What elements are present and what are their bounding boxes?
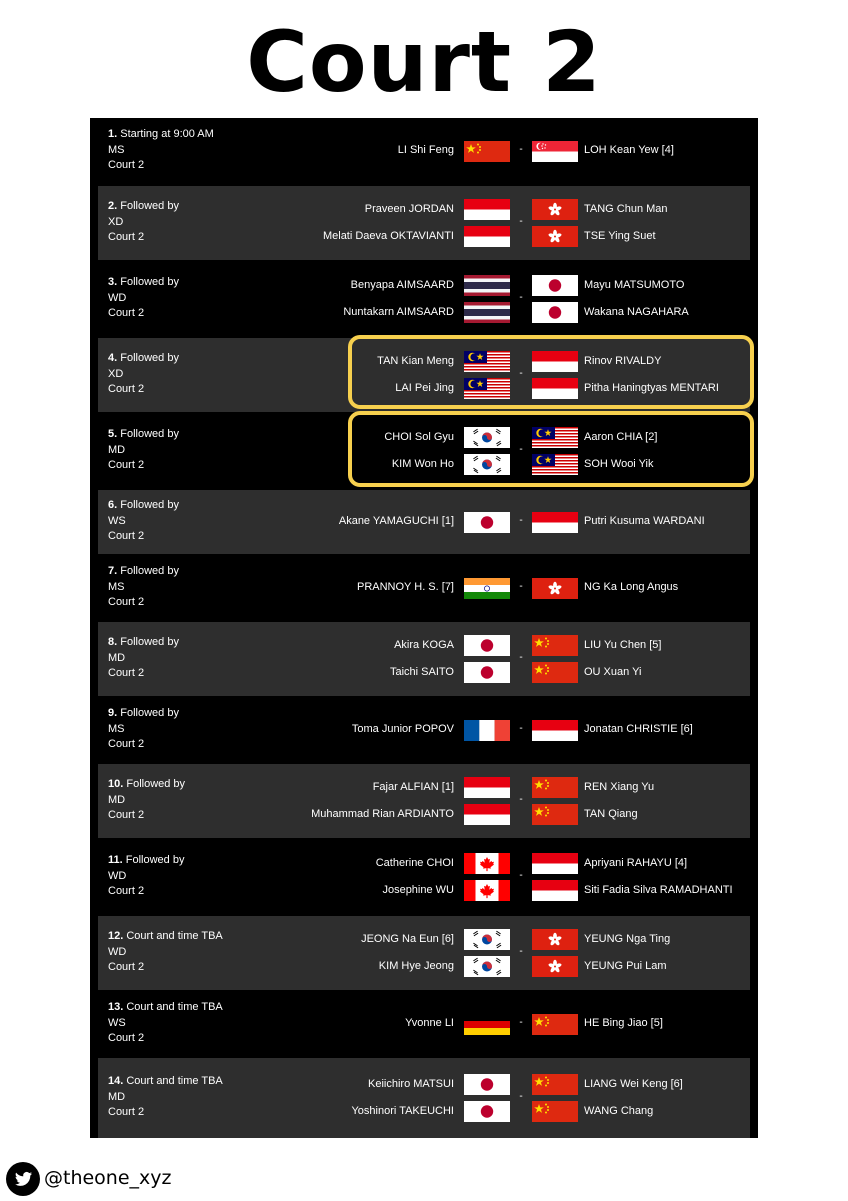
- versus-separator: -: [519, 946, 523, 957]
- match-event: XD: [108, 367, 124, 380]
- match-status: Followed by: [120, 352, 179, 364]
- match-court: Court 2: [108, 667, 145, 679]
- versus-separator: -: [519, 368, 523, 379]
- player-left-name[interactable]: Fajar ALFIAN [1]: [372, 780, 454, 793]
- player-left-name[interactable]: PRANNOY H. S. [7]: [357, 581, 454, 593]
- flag-jpn-icon: [532, 302, 578, 323]
- player-right-name[interactable]: Aaron CHIA [2]: [584, 430, 658, 443]
- flag-ina-icon: [464, 804, 510, 825]
- player-left-name[interactable]: Nuntakarn AIMSAARD: [343, 305, 454, 318]
- match-number: 3.: [108, 276, 118, 288]
- match-row: [98, 1058, 750, 1138]
- match-court: Court 2: [108, 738, 145, 750]
- flag-ind-icon: [464, 578, 510, 599]
- match-number: 5.: [108, 428, 118, 440]
- player-left-name[interactable]: Yoshinori TAKEUCHI: [351, 1104, 454, 1117]
- match-row: [98, 186, 750, 260]
- player-right-name[interactable]: LIU Yu Chen [5]: [584, 638, 662, 651]
- match-event: MD: [108, 1090, 126, 1103]
- flag-chn-icon: [532, 804, 578, 825]
- player-left-name[interactable]: Keiichiro MATSUI: [368, 1077, 454, 1090]
- twitter-handle[interactable]: @theone_xyz: [44, 1167, 172, 1189]
- player-right-name[interactable]: LOH Kean Yew [4]: [584, 144, 674, 156]
- player-left-name[interactable]: Akane YAMAGUCHI [1]: [338, 515, 454, 527]
- match-row: [98, 118, 750, 184]
- flag-kor-icon: [464, 929, 510, 950]
- player-right-name[interactable]: LIANG Wei Keng [6]: [584, 1077, 683, 1090]
- match-info: [108, 351, 179, 398]
- match-status: Starting at 9:00 AM: [120, 128, 214, 140]
- match-status: Court and time TBA: [126, 1075, 223, 1087]
- player-left-name[interactable]: Toma Junior POPOV: [351, 723, 454, 735]
- match-row: [98, 622, 750, 696]
- match-number: 7.: [108, 565, 118, 577]
- match-info: [108, 635, 179, 682]
- player-right-name[interactable]: Mayu MATSUMOTO: [584, 278, 685, 291]
- match-court: Court 2: [108, 307, 145, 319]
- versus-separator: -: [519, 794, 523, 805]
- player-left-name[interactable]: LAI Pei Jing: [395, 381, 454, 394]
- highlight-box: [348, 411, 754, 487]
- versus-separator: -: [519, 444, 523, 455]
- match-row: [98, 490, 750, 554]
- player-right-name[interactable]: Siti Fadia Silva RAMADHANTI: [584, 883, 733, 896]
- match-event: WS: [108, 1016, 126, 1029]
- match-info: [108, 427, 179, 474]
- match-event: WD: [108, 869, 127, 882]
- match-status: Court and time TBA: [126, 930, 223, 942]
- match-number: 1.: [108, 128, 118, 140]
- match-court: Court 2: [108, 159, 145, 171]
- match-event: MD: [108, 651, 126, 664]
- player-left-name[interactable]: JEONG Na Eun [6]: [361, 932, 454, 945]
- versus-separator: -: [519, 144, 523, 155]
- match-status: Followed by: [125, 854, 185, 866]
- player-right-name[interactable]: TSE Ying Suet: [584, 229, 656, 242]
- versus-separator: -: [519, 723, 523, 734]
- player-left-name[interactable]: TAN Kian Meng: [377, 354, 454, 367]
- match-event: WD: [108, 945, 127, 958]
- match-event: MS: [108, 722, 125, 735]
- match-event: WD: [108, 291, 127, 304]
- match-event: MD: [108, 443, 126, 456]
- player-right-name[interactable]: Rinov RIVALDY: [584, 354, 662, 367]
- match-court: Court 2: [108, 1032, 145, 1044]
- flag-jpn-icon: [464, 662, 510, 683]
- match-info: [108, 777, 185, 824]
- flag-jpn-icon: [464, 1074, 510, 1095]
- flag-chn-icon: [532, 662, 578, 683]
- flag-ina-icon: [464, 226, 510, 247]
- match-court: Court 2: [108, 596, 145, 608]
- match-court: Court 2: [108, 809, 145, 821]
- match-status: Followed by: [120, 707, 179, 719]
- match-info: [108, 275, 179, 322]
- flag-ina-icon: [532, 720, 578, 741]
- match-row: [98, 916, 750, 990]
- match-info: [108, 853, 184, 900]
- match-status: Followed by: [120, 428, 179, 440]
- match-number: 8.: [108, 636, 118, 648]
- versus-separator: -: [519, 870, 523, 881]
- flag-ina-icon: [532, 880, 578, 901]
- versus-separator: -: [519, 292, 523, 303]
- flag-can-icon: [464, 880, 510, 901]
- flag-ina-icon: [532, 853, 578, 874]
- match-event: XD: [108, 215, 124, 228]
- match-status: Court and time TBA: [126, 1001, 223, 1013]
- match-court: Court 2: [108, 961, 145, 973]
- player-right-name[interactable]: YEUNG Nga Ting: [584, 932, 671, 945]
- player-left-name[interactable]: Praveen JORDAN: [364, 202, 454, 215]
- flag-hkg-icon: [532, 226, 578, 247]
- player-left-name[interactable]: KIM Won Ho: [391, 457, 454, 470]
- flag-jpn-icon: [532, 275, 578, 296]
- match-event: MD: [108, 793, 126, 806]
- match-number: 10.: [108, 778, 124, 790]
- match-status: Followed by: [120, 200, 179, 212]
- match-event: MS: [108, 143, 125, 156]
- match-info: [108, 929, 223, 976]
- player-left-name[interactable]: Yvonne LI: [405, 1017, 454, 1029]
- flag-fra-icon: [464, 720, 510, 741]
- match-row: [98, 262, 750, 336]
- flag-sgp-icon: [532, 141, 578, 162]
- flag-ina-icon: [464, 199, 510, 220]
- flag-chn-icon: [532, 635, 578, 656]
- player-right-name[interactable]: Apriyani RAHAYU [4]: [584, 856, 688, 869]
- player-left-name[interactable]: Benyapa AIMSAARD: [350, 278, 454, 291]
- player-left-name[interactable]: Muhammad Rian ARDIANTO: [311, 807, 454, 820]
- match-info: [108, 706, 179, 753]
- player-right-name[interactable]: TAN Qiang: [584, 807, 638, 820]
- player-left-name[interactable]: KIM Hye Jeong: [378, 959, 454, 972]
- match-row: [98, 764, 750, 838]
- flag-ina-icon: [464, 777, 510, 798]
- player-right-name[interactable]: NG Ka Long Angus: [584, 581, 679, 593]
- match-event: MS: [108, 580, 125, 593]
- player-right-name[interactable]: SOH Wooi Yik: [584, 457, 654, 470]
- match-number: 12.: [108, 930, 124, 942]
- player-right-name[interactable]: Pitha Haningtyas MENTARI: [584, 381, 719, 394]
- flag-chn-icon: [532, 1074, 578, 1095]
- match-number: 6.: [108, 499, 118, 511]
- versus-separator: -: [519, 216, 523, 227]
- player-right-name[interactable]: YEUNG Pui Lam: [584, 959, 667, 972]
- flag-hkg-icon: [532, 956, 578, 977]
- match-row: [98, 840, 750, 914]
- flag-kor-icon: [464, 956, 510, 977]
- player-left-name[interactable]: Taichi SAITO: [390, 665, 454, 678]
- match-status: Followed by: [126, 778, 186, 790]
- match-info: [108, 199, 179, 246]
- match-row: [98, 556, 750, 620]
- versus-separator: -: [519, 1091, 523, 1102]
- match-number: 9.: [108, 707, 118, 719]
- flag-chn-icon: [532, 1014, 578, 1035]
- player-left-name[interactable]: LI Shi Feng: [397, 144, 454, 156]
- flag-tha-icon: [464, 275, 510, 296]
- flag-ger-icon: [464, 1014, 510, 1035]
- versus-separator: -: [519, 581, 523, 592]
- versus-separator: -: [519, 1017, 523, 1028]
- player-left-name[interactable]: Josephine WU: [382, 883, 454, 896]
- flag-jpn-icon: [464, 635, 510, 656]
- match-number: 14.: [108, 1075, 124, 1087]
- flag-jpn-icon: [464, 512, 510, 533]
- match-court: Court 2: [108, 885, 145, 897]
- match-info: [108, 1074, 223, 1121]
- match-number: 11.: [108, 854, 123, 866]
- highlight-box: [348, 335, 754, 409]
- versus-separator: -: [519, 515, 523, 526]
- match-court: Court 2: [108, 459, 145, 471]
- player-right-name[interactable]: HE Bing Jiao [5]: [584, 1017, 663, 1029]
- flag-chn-icon: [464, 141, 510, 162]
- player-right-name[interactable]: WANG Chang: [584, 1104, 654, 1117]
- match-status: Followed by: [120, 276, 179, 288]
- flag-chn-icon: [532, 1101, 578, 1122]
- twitter-icon[interactable]: [6, 1162, 40, 1196]
- flag-ina-icon: [532, 512, 578, 533]
- flag-chn-icon: [532, 777, 578, 798]
- match-schedule-table: [90, 118, 758, 1138]
- match-court: Court 2: [108, 231, 145, 243]
- match-number: 2.: [108, 200, 118, 212]
- player-right-name[interactable]: REN Xiang Yu: [584, 780, 655, 793]
- flag-can-icon: [464, 853, 510, 874]
- flag-jpn-icon: [464, 1101, 510, 1122]
- match-status: Followed by: [120, 636, 179, 648]
- match-event: WS: [108, 514, 126, 527]
- player-right-name[interactable]: Putri Kusuma WARDANI: [584, 515, 705, 527]
- match-number: 4.: [108, 352, 118, 364]
- player-right-name[interactable]: Jonatan CHRISTIE [6]: [584, 723, 693, 735]
- flag-hkg-icon: [532, 929, 578, 950]
- match-info: [108, 564, 179, 611]
- versus-separator: -: [519, 652, 523, 663]
- flag-hkg-icon: [532, 199, 578, 220]
- match-court: Court 2: [108, 1106, 145, 1118]
- player-left-name[interactable]: CHOI Sol Gyu: [384, 430, 454, 443]
- match-status: Followed by: [120, 499, 179, 511]
- player-right-name[interactable]: TANG Chun Man: [584, 202, 668, 215]
- match-number: 13.: [108, 1001, 124, 1013]
- match-court: Court 2: [108, 530, 145, 542]
- match-info: [108, 498, 179, 545]
- match-status: Followed by: [120, 565, 179, 577]
- player-right-name[interactable]: OU Xuan Yi: [584, 665, 642, 678]
- match-court: Court 2: [108, 383, 145, 395]
- player-left-name[interactable]: Akira KOGA: [394, 638, 454, 651]
- match-row: [98, 992, 750, 1056]
- flag-tha-icon: [464, 302, 510, 323]
- flag-hkg-icon: [532, 578, 578, 599]
- player-left-name[interactable]: Catherine CHOI: [375, 856, 454, 869]
- match-row: [98, 698, 750, 762]
- page-title: Court 2: [246, 13, 602, 111]
- match-info: [108, 127, 214, 174]
- player-left-name[interactable]: Melati Daeva OKTAVIANTI: [322, 229, 454, 242]
- player-right-name[interactable]: Wakana NAGAHARA: [584, 305, 689, 318]
- match-info: [108, 1000, 223, 1047]
